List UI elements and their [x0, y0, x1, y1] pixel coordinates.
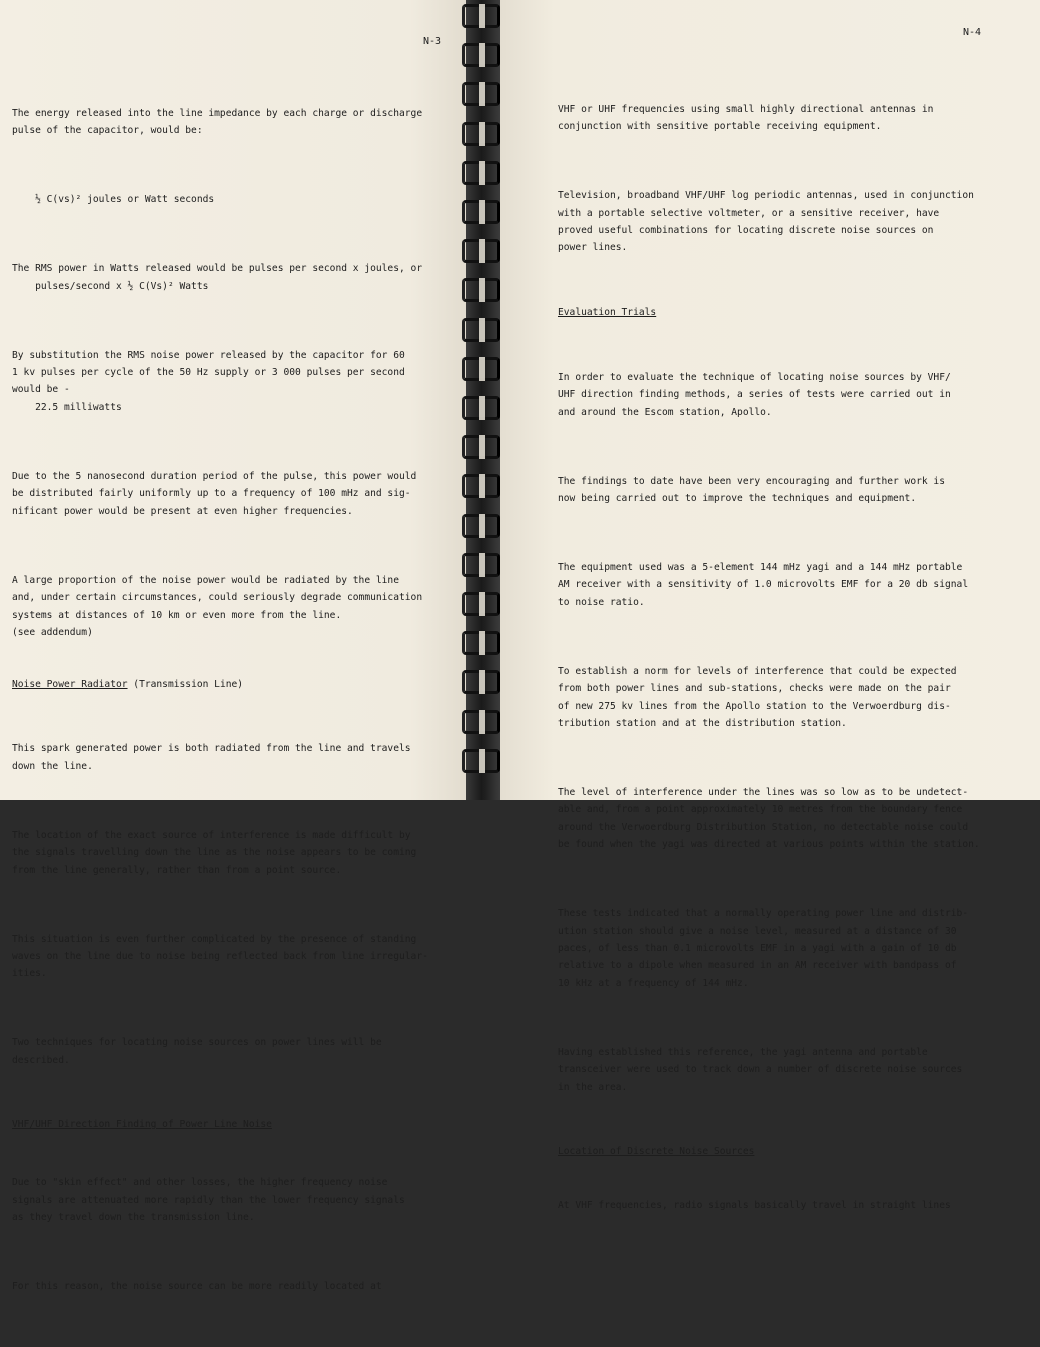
heading-underlined: Evaluation Trials	[558, 307, 657, 319]
page-number: N-4	[963, 27, 982, 38]
binding-ring	[462, 749, 500, 773]
paragraph: In order to evaluate the technique of locating noise sources by VHF/ UHF direction finding methods, a series of tests were carried out in and around the Escom station, Apollo.	[558, 371, 951, 418]
binding-ring	[462, 710, 500, 734]
paragraph: To establish a norm for levels of interference that could be expected from both power lines and sub-stations, checks were made on the pair of new 275 kv lines from the Apollo station to the Verwoerdburg dis- tribution station and at the distribution station.	[558, 665, 957, 729]
paragraph: By substitution the RMS noise power released by the capacitor for 60 1 kv pulses per cycle of the 50 Hz supply or 3 000 pulses per second would be - 22.5 milliwatts	[12, 349, 405, 413]
paragraph: At VHF frequencies, radio signals basically travel in straight lines	[558, 1200, 951, 1212]
binding-ring	[462, 435, 500, 459]
page-body	[558, 66, 1028, 1266]
paragraph: Due to "skin effect" and other losses, the higher frequency noise signals are attenuated more rapidly than the lower frequency signals as they travel down the transmission line.	[12, 1177, 405, 1224]
binding-ring	[462, 239, 500, 263]
section-heading	[12, 676, 452, 693]
paragraph: The findings to date have been very encouraging and further work is now being carried out to improve the techniques and equipment.	[558, 475, 945, 504]
binding-ring	[462, 553, 500, 577]
paragraph: For this reason, the noise source can be more readily located at	[12, 1281, 382, 1293]
binding-ring	[462, 357, 500, 381]
section-heading	[12, 1116, 452, 1133]
paragraph: The equipment used was a 5-element 144 mHz yagi and a 144 mHz portable AM receiver with a sensitivity of 1.0 microvolts EMF for a 20 db signal to noise ratio.	[558, 561, 969, 608]
paragraph: A large proportion of the noise power would be radiated by the line and, under certain circumstances, could seriously degrade communication systems at distances of 10 km or even more from the line. (see addendum)	[12, 574, 423, 638]
binding-ring	[462, 474, 500, 498]
page-body	[12, 70, 452, 1347]
binding-ring	[462, 43, 500, 67]
paragraph: The RMS power in Watts released would be pulses per second x joules, or pulses/second x ½ C(Vs)² Watts	[12, 263, 423, 292]
paragraph: This situation is even further complicated by the presence of standing waves on the line due to noise being reflected back from line irregular- ities.	[12, 933, 428, 980]
right-page	[500, 0, 1040, 1212]
binding-ring	[462, 122, 500, 146]
section-heading	[558, 1143, 1028, 1160]
binding-ring	[462, 631, 500, 655]
binding-ring	[462, 278, 500, 302]
paragraph: Due to the 5 nanosecond duration period of the pulse, this power would be distributed fairly uniformly up to a frequency of 100 mHz and sig- nificant power would be present at even higher frequencies.	[12, 470, 417, 517]
paragraph: The location of the exact source of interference is made difficult by the signals travelling down the line as the noise appears to be coming from the line generally, rather than from a point source.	[12, 829, 417, 876]
paragraph: These tests indicated that a normally operating power line and distrib- ution station should give a noise level, measured at a distance of 30 paces, of less than 0.1 microvolts EMF in a yagi with a gain of 10 db relative to a dipole when measured in an AM receiver with bandpass of 10 kHz at a frequency of 144 mHz.	[558, 908, 969, 989]
heading-underlined: Location of Discrete Noise Sources	[558, 1145, 755, 1157]
left-page	[0, 0, 466, 1293]
page-number: N-3	[423, 36, 442, 47]
binding-ring	[462, 670, 500, 694]
heading-underlined: VHF/UHF Direction Finding of Power Line Noise	[12, 1119, 272, 1131]
section-heading	[558, 304, 1028, 321]
binding-ring	[462, 161, 500, 185]
binding-ring	[462, 592, 500, 616]
binding-ring	[462, 200, 500, 224]
heading-underlined: Noise Power Radiator	[12, 679, 128, 691]
paragraph: Two techniques for locating noise sources on power lines will be described.	[12, 1037, 382, 1066]
paragraph: The level of interference under the lines was so low as to be undetect- able and, from a point approximately 10 metres from the boundary fence around the Verwoerdburg Distribution Station, no detectable noise could be found when the yagi was directed at various points within the station.	[558, 787, 980, 851]
binding-ring	[462, 396, 500, 420]
paragraph: VHF or UHF frequencies using small highly directional antennas in conjunction with sensitive portable receiving equipment.	[558, 103, 934, 133]
paragraph: Television, broadband VHF/UHF log periodic antennas, used in conjunction with a portable selective voltmeter, or a sensitive receiver, have proved useful combinations for locating discrete noise sources on power lines.	[558, 190, 974, 254]
binding-ring	[462, 82, 500, 106]
paragraph: The energy released into the line impedance by each charge or discharge pulse of the capacitor, would be:	[12, 107, 423, 137]
formula: ½ C(vs)² joules or Watt seconds	[12, 194, 215, 206]
binding-ring	[462, 4, 500, 28]
heading-rest: (Transmission Line)	[127, 679, 244, 691]
paragraph: This spark generated power is both radiated from the line and travels down the line.	[12, 743, 411, 772]
binding-ring	[462, 514, 500, 538]
binding-ring	[462, 318, 500, 342]
paragraph: Having established this reference, the yagi antenna and portable transceiver were used to track down a number of discrete noise sources in the area.	[558, 1046, 963, 1093]
